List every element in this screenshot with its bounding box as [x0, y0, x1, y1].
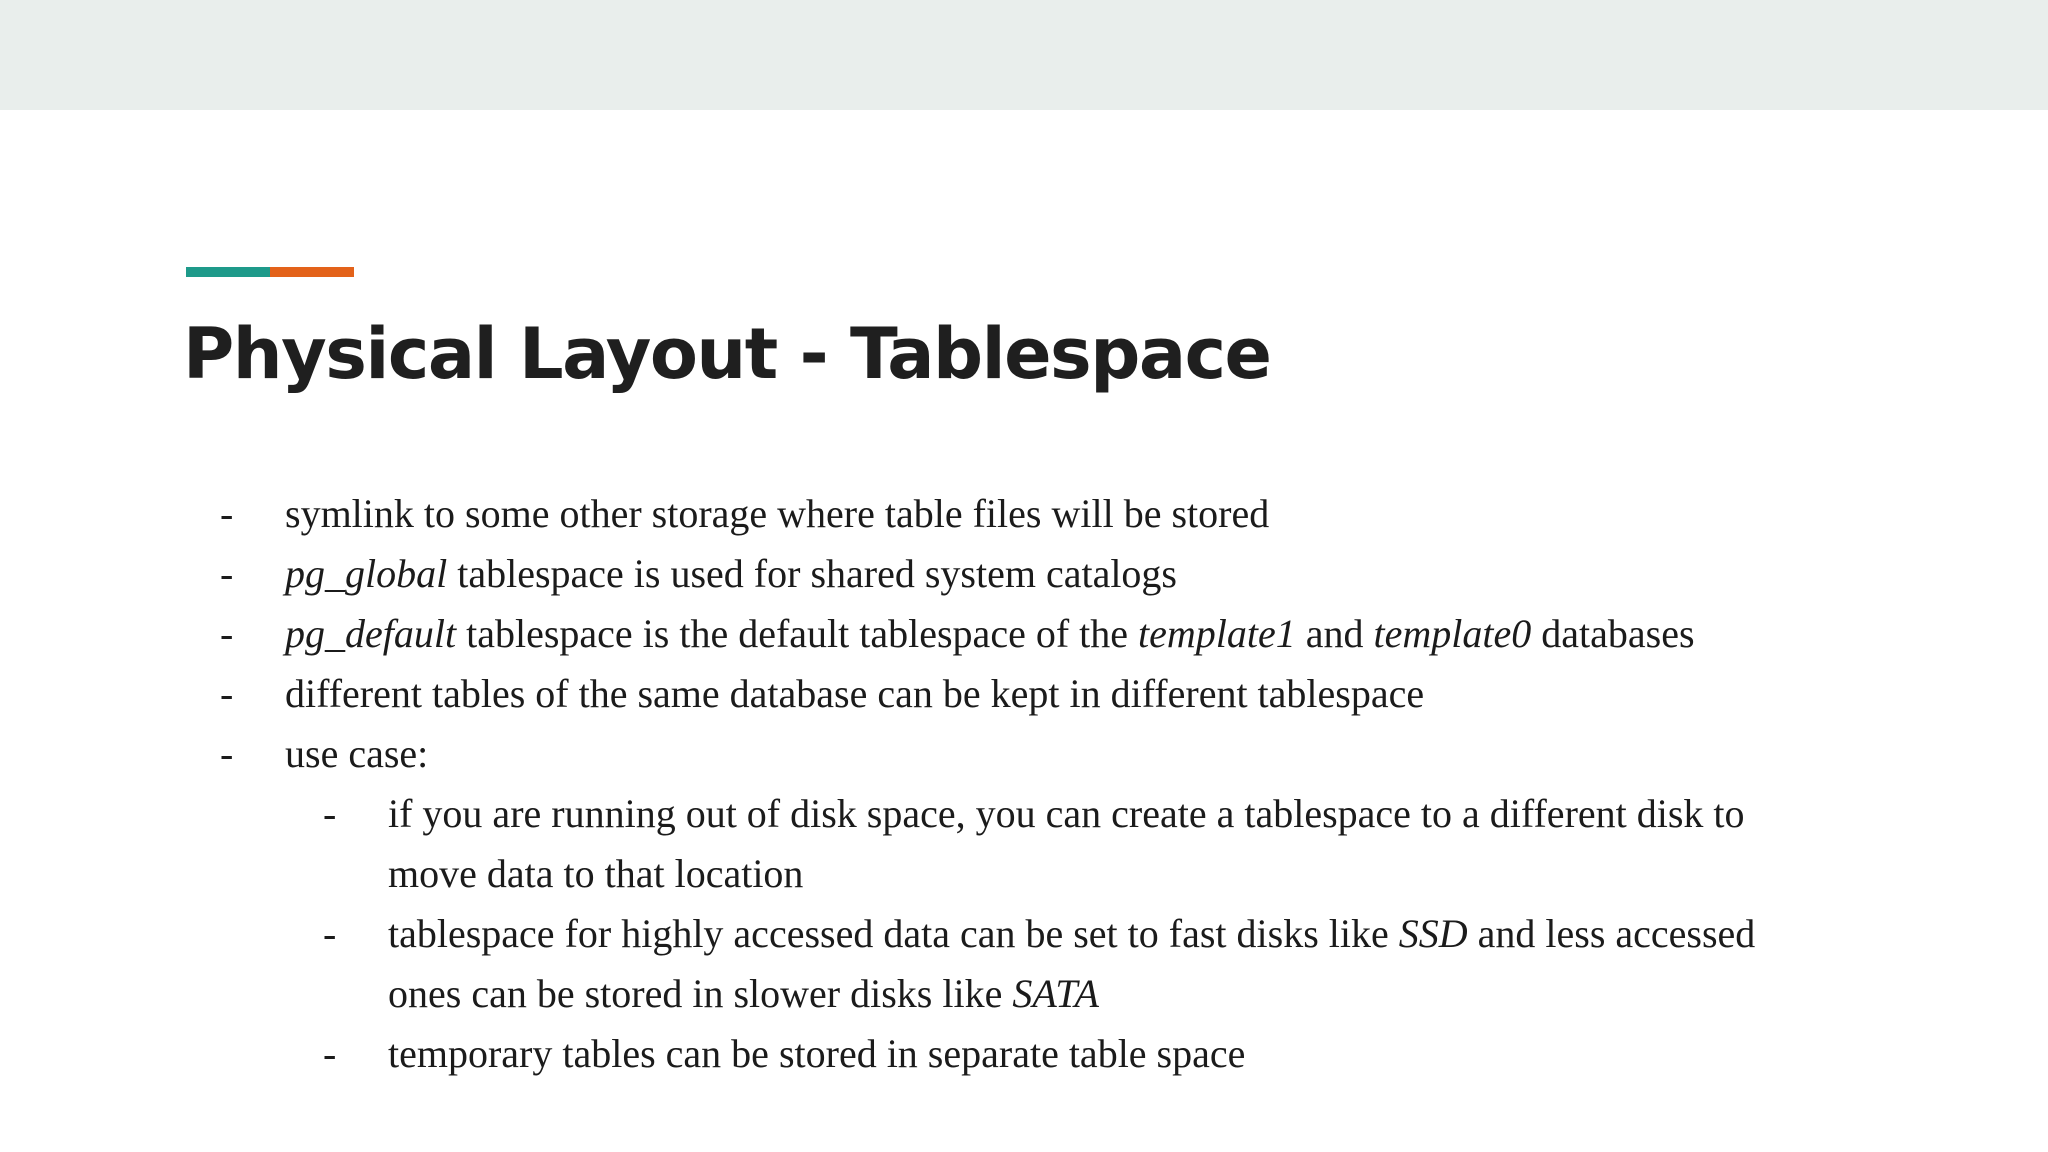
bullet-item: [0, 604, 2048, 664]
bullet-dash: -: [220, 671, 234, 716]
sub-bullet-dash: -: [323, 911, 337, 956]
term-template0: template0: [1373, 611, 1532, 656]
bullet-dash: -: [220, 551, 234, 596]
sub-bullet-text: ones can be stored in slower disks like SATA: [388, 971, 1099, 1016]
bullet-dash: -: [220, 731, 234, 776]
sub-bullet-text: if you are running out of disk space, you can create a tablespace to a different disk to: [388, 791, 1745, 836]
sub-bullet-continuation: [0, 964, 2048, 1024]
accent-bar-teal: [186, 267, 270, 277]
bullet-item: [0, 724, 2048, 784]
bullet-item: [0, 484, 2048, 544]
bullet-text: use case:: [285, 731, 429, 776]
sub-bullet-item: [0, 784, 2048, 844]
term-ssd: SSD: [1398, 911, 1468, 956]
sub-bullet-item: [0, 1024, 2048, 1084]
accent-bar: [186, 267, 354, 277]
bullet-item: [0, 664, 2048, 724]
sub-bullet-item: [0, 904, 2048, 964]
bullet-dash: -: [220, 611, 234, 656]
slide-title: Physical Layout - Tablespace: [183, 313, 1271, 395]
term-sata: SATA: [1012, 971, 1099, 1016]
bullet-list: [0, 484, 2048, 1084]
term-pg-default: pg_default: [285, 611, 457, 656]
sub-bullet-continuation: [0, 844, 2048, 904]
term-template1: template1: [1138, 611, 1296, 656]
bullet-dash: -: [220, 491, 234, 536]
sub-bullet-dash: -: [323, 791, 337, 836]
sub-bullet-text: temporary tables can be stored in separate table space: [388, 1031, 1246, 1076]
top-band: [0, 0, 2048, 110]
bullet-text: different tables of the same database can be kept in different tablespace: [285, 671, 1425, 716]
term-pg-global: pg_global: [285, 551, 448, 596]
sub-bullet-text: move data to that location: [388, 851, 804, 896]
bullet-item: [0, 544, 2048, 604]
bullet-text: symlink to some other storage where table files will be stored: [285, 491, 1270, 536]
bullet-text: pg_default tablespace is the default tablespace of the template1 and template0 databases: [285, 611, 1695, 656]
sub-bullet-text: tablespace for highly accessed data can be set to fast disks like SSD and less accessed: [388, 911, 1756, 956]
accent-bar-orange: [270, 267, 354, 277]
sub-bullet-dash: -: [323, 1031, 337, 1076]
bullet-text: pg_global tablespace is used for shared system catalogs: [285, 551, 1177, 596]
